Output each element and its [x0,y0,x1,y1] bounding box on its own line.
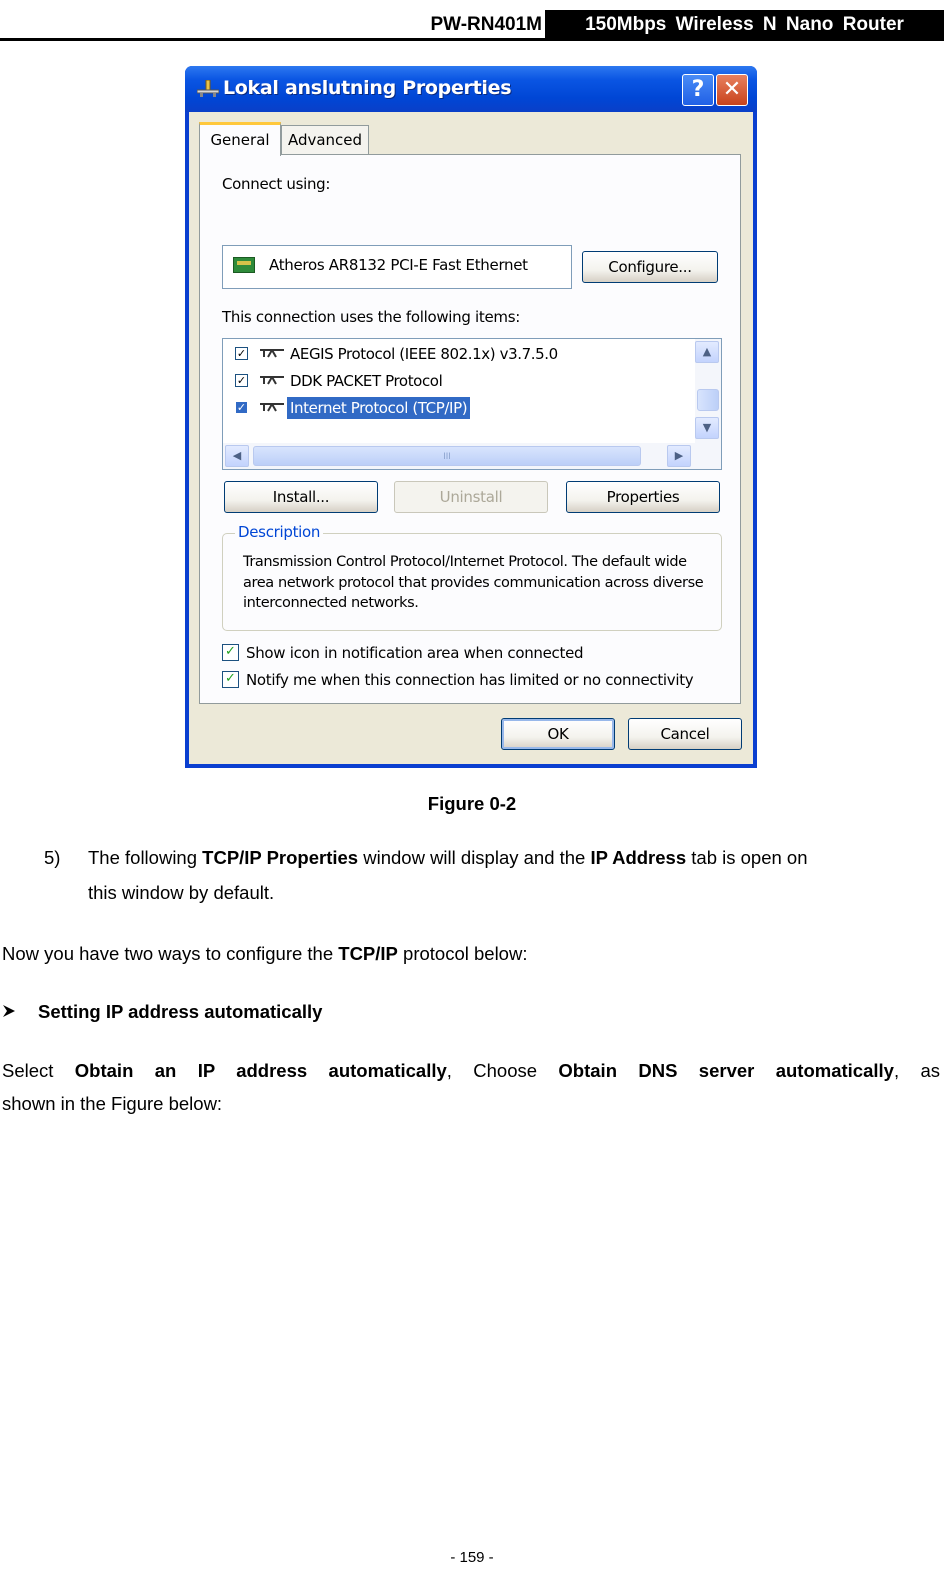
tab-general[interactable]: General [199,122,281,156]
notify-checkbox[interactable]: ✓ [222,671,239,688]
item-label: DDK PACKET Protocol [290,372,443,390]
section-heading: Setting IP address automatically [38,1001,323,1022]
cancel-button[interactable]: Cancel [628,718,742,750]
help-button[interactable]: ? [682,74,714,106]
show-icon-checkbox[interactable]: ✓ [222,644,239,661]
scroll-down-icon[interactable]: ▼ [695,417,719,439]
instruction-bold-a: Obtain an IP address automatically [74,1060,447,1081]
step-bold-a: TCP/IP Properties [202,847,359,868]
instruction-bold-b: Obtain DNS server automatically [558,1060,894,1081]
step-number: 5) [44,847,61,868]
intro-paragraph [2,941,527,967]
intro-bold: TCP/IP [338,943,398,964]
scroll-up-icon[interactable]: ▲ [695,341,719,363]
protocol-icon [259,348,285,358]
install-button[interactable]: Install... [224,481,378,513]
horizontal-scrollbar[interactable] [223,443,721,469]
header-rule [0,38,944,41]
description-group [222,523,722,631]
network-adapter-icon [233,257,255,273]
instruction-text-b: , Choose [446,1060,559,1081]
close-button[interactable]: ✕ [716,74,748,106]
items-label: This connection uses the following items: [222,308,521,326]
adapter-field [222,245,572,289]
instruction-text-a: Select [2,1060,75,1081]
dialog-title-bar[interactable] [185,66,757,112]
item-label: Internet Protocol (TCP/IP) [287,397,470,419]
components-list [222,338,722,470]
uninstall-button[interactable]: Uninstall [394,481,548,513]
instruction-line2: shown in the Figure below: [2,1093,223,1114]
intro-text-a: Now you have two ways to configure the [2,943,339,964]
tab-advanced[interactable]: Advanced [281,125,369,155]
step-text [88,845,943,871]
item-checkbox[interactable]: ✓ [236,347,247,360]
page-number: - 159 - [450,1549,494,1566]
protocol-icon [259,375,285,385]
description-legend: Description [235,523,323,541]
item-checkbox[interactable]: ✓ [236,374,247,387]
step-text-a: The following [88,847,203,868]
arrowhead-bullet-icon [2,1004,16,1018]
item-checkbox[interactable]: ✓ [236,401,247,414]
header-product: 150Mbps Wireless N Nano Router [545,10,944,40]
ok-button[interactable]: OK [501,718,615,750]
intro-text-b: protocol below: [397,943,528,964]
header-model: PW-RN401M [430,14,542,35]
step-text-c: tab is open on [686,847,808,868]
step-text-b: window will display and the [358,847,591,868]
adapter-name: Atheros AR8132 PCI-E Fast Ethernet [269,256,528,274]
item-label: AEGIS Protocol (IEEE 802.1x) v3.7.5.0 [290,345,558,363]
network-connection-icon [197,80,219,98]
scroll-left-icon[interactable]: ◀ [225,445,249,467]
step-line2: this window by default. [88,882,275,903]
general-tab-panel [199,154,741,704]
configure-button[interactable]: Configure... [582,251,718,283]
scroll-thumb[interactable] [697,389,719,411]
show-icon-label: Show icon in notification area when connected [246,644,584,662]
connect-using-label: Connect using: [222,175,331,193]
properties-dialog [185,66,757,768]
instruction-text-c: , as [893,1060,940,1081]
instruction-paragraph [2,1058,940,1084]
dialog-client-area [189,112,753,764]
scroll-right-icon[interactable]: ▶ [667,445,691,467]
protocol-icon [259,402,285,412]
figure-caption: Figure 0-2 [427,793,517,814]
scroll-thumb-horizontal[interactable]: III [253,446,641,466]
dialog-title: Lokal anslutning Properties [223,77,512,99]
vertical-scrollbar[interactable] [695,339,721,443]
properties-button[interactable]: Properties [566,481,720,513]
step-bold-b: IP Address [590,847,687,868]
notify-label: Notify me when this connection has limited or no connectivity [246,671,694,689]
description-text: Transmission Control Protocol/Internet Protocol. The default wide area network protocol that provides communication across diverse interconnected networks. [243,554,704,611]
